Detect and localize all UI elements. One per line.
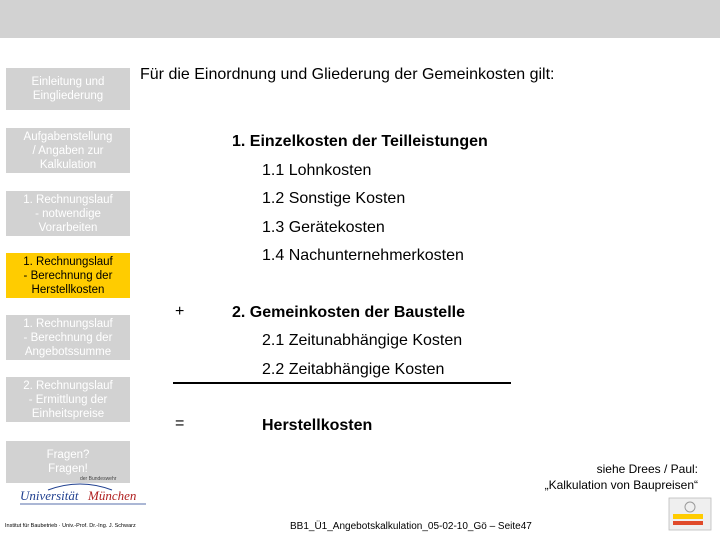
top-bar: [0, 0, 720, 38]
list-item: 1.4 Nachunternehmerkosten: [262, 247, 464, 264]
reference-line-1: siehe Drees / Paul:: [596, 462, 698, 476]
logo-text-muenchen: München: [88, 488, 137, 503]
section2-heading: 2. Gemeinkosten der Baustelle: [232, 304, 465, 321]
list-item: 1.1 Lohnkosten: [262, 162, 372, 179]
institute-corner-logo: [668, 497, 712, 531]
list-item: 1.2 Sonstige Kosten: [262, 190, 406, 207]
page-title: Für die Einordnung und Gliederung der Gemeinkosten gilt:: [140, 66, 555, 83]
sidebar-item-angebotssumme[interactable]: 1. Rechnungslauf - Berechnung der Angebotssumme: [6, 315, 130, 360]
sidebar-item-fragen[interactable]: Fragen? Fragen!: [6, 441, 130, 483]
list-item: 1.3 Gerätekosten: [262, 219, 385, 236]
sidebar-item-einheitspreise[interactable]: 2. Rechnungslauf - Ermittlung der Einheitspreise: [6, 377, 130, 422]
plus-symbol: +: [175, 303, 185, 320]
slide-info: BB1_Ü1_Angebotskalkulation_05-02-10_Gö – Seite47: [290, 521, 532, 532]
equals-symbol: =: [175, 415, 185, 432]
top-bar-divider: [0, 38, 720, 40]
reference-note: [545, 461, 698, 493]
university-logo: [18, 470, 148, 510]
section1-heading: 1. Einzelkosten der Teilleistungen: [232, 133, 488, 150]
list-item: 2.1 Zeitunabhängige Kosten: [262, 332, 463, 349]
sidebar-item-einleitung[interactable]: Einleitung und Eingliederung: [6, 68, 130, 110]
logo-text-universitaet: Universität: [20, 488, 79, 503]
sidebar-item-vorarbeiten[interactable]: 1. Rechnungslauf - notwendige Vorarbeiten: [6, 191, 130, 236]
sidebar-item-herstellkosten[interactable]: 1. Rechnungslauf - Berechnung der Herstellkosten: [6, 253, 130, 298]
logo-small-text: der Bundeswehr: [80, 476, 117, 482]
institute-label: Institut für Baubetrieb · Univ.-Prof. Dr.-Ing. J. Schwarz: [5, 523, 136, 529]
sum-line: [173, 382, 511, 384]
sidebar-item-aufgabenstellung[interactable]: Aufgabenstellung / Angaben zur Kalkulation: [6, 128, 130, 173]
result-label: Herstellkosten: [262, 417, 373, 434]
reference-line-2: „Kalkulation von Baupreisen“: [544, 478, 698, 492]
list-item: 2.2 Zeitabhängige Kosten: [262, 361, 445, 378]
